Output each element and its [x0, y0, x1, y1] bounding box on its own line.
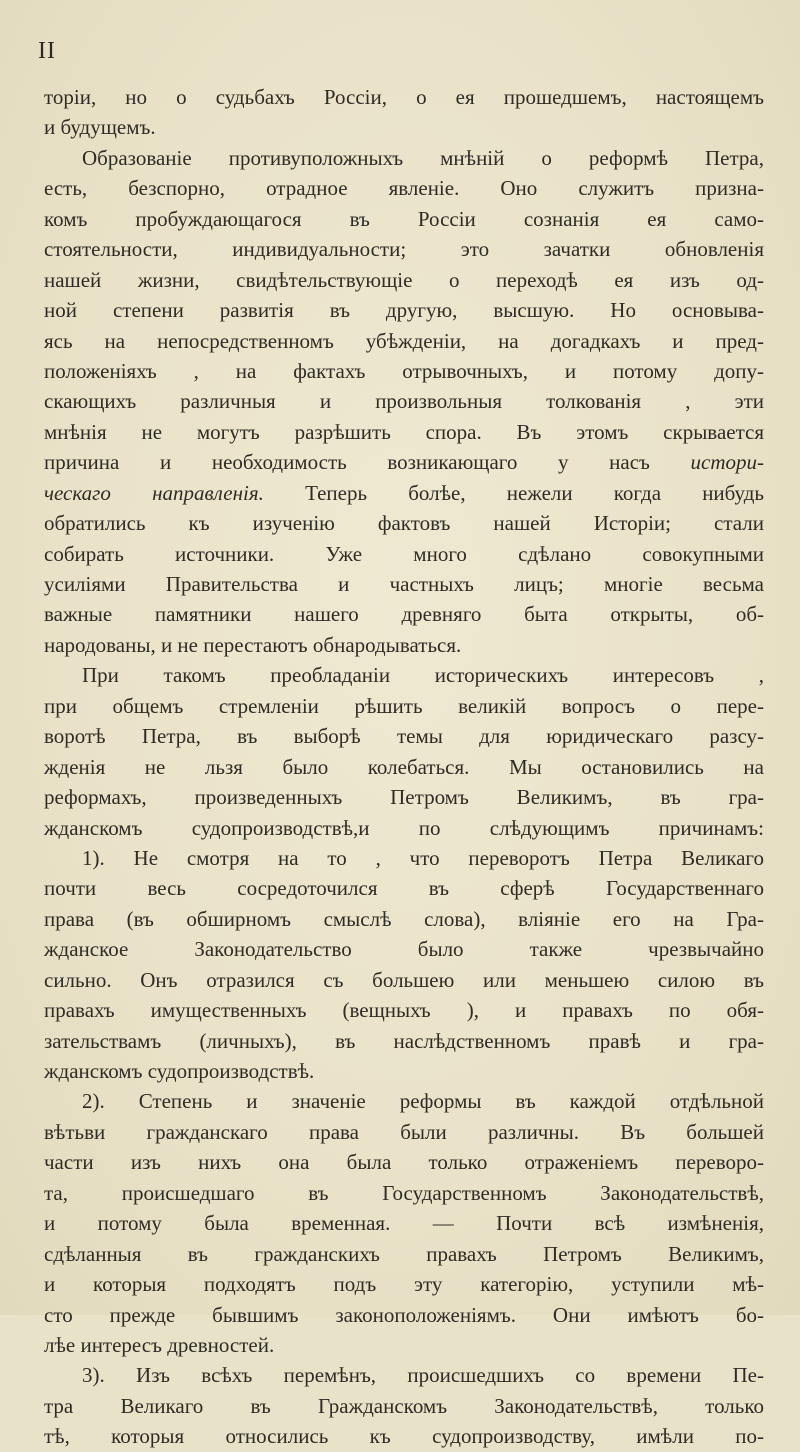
text-line: сто прежде бывшимъ законоположеніямъ. Они имѣютъ бо-	[44, 1302, 764, 1327]
text-line: важные памятники нашего древняго быта открыты, об-	[44, 602, 764, 627]
text-line: жданскомъ судопроизводствѣ,и по слѣдующимъ причинамъ:	[44, 815, 764, 840]
text-line: жданское Законодательство было также чрезвычайно	[44, 937, 764, 962]
text-line: мнѣнія не могутъ разрѣшить спора. Въ этомъ скрывается	[44, 419, 764, 444]
text-line: зательствамъ (личныхъ), въ наслѣдственномъ правѣ и гра-	[44, 1028, 764, 1053]
text-line: скающихъ различныя и произвольныя толкованія , эти	[44, 389, 764, 414]
text-line: 1). Не смотря на то , что переворотъ Петра Великаго	[82, 845, 764, 870]
text-line: части изъ нихъ она была только отраженіемъ переворо-	[44, 1150, 764, 1175]
text-line: торіи, но о судьбахъ Россіи, о ея прошедшемъ, настоящемъ	[44, 85, 764, 109]
text-line: При такомъ преобладаніи историческихъ интересовъ ,	[82, 663, 764, 688]
text-line: и потому была временная. — Почти всѣ измѣненія,	[44, 1211, 764, 1236]
text-line: положеніяхъ , на фактахъ отрывочныхъ, и потому допу-	[44, 358, 764, 383]
text-line: сильно. Онъ отразился съ большею или меньшею силою въ	[44, 967, 764, 992]
text-line: сдѣланныя въ гражданскихъ правахъ Петромъ Великимъ,	[44, 1241, 764, 1266]
text-line: 3). Изъ всѣхъ перемѣнъ, происшедшихъ со времени Пе-	[82, 1363, 764, 1388]
text-line: и будущемъ.	[44, 115, 156, 140]
text-line: 2). Степень и значеніе реформы въ каждой отдѣльной	[82, 1089, 764, 1114]
text-line: права (въ обширномъ смыслѣ слова), вліяніе его на Гра-	[44, 906, 764, 931]
text-line: ной степени развитія въ другую, высшую. Но основыва-	[44, 298, 764, 323]
text-line: комъ пробуждающагося въ Россіи сознанія ея само-	[44, 206, 764, 231]
body-text	[44, 82, 764, 1452]
text-line: тра Великаго въ Гражданскомъ Законодательствѣ, только	[44, 1393, 764, 1418]
text-line: ческаго направленія. Теперь болѣе, нежели когда нибудь	[44, 480, 764, 505]
text-line: реформахъ, произведенныхъ Петромъ Великимъ, въ гра-	[44, 785, 764, 810]
text-line: Образованіе противуположныхъ мнѣній о реформѣ Петра,	[82, 145, 764, 170]
text-line: нашей жизни, свидѣтельствующіе о переходѣ ея изъ од-	[44, 267, 764, 292]
text-line: жданскомъ судопроизводствѣ.	[44, 1059, 315, 1083]
text-line: причина и необходимость возникающаго у насъ истори-	[44, 450, 764, 475]
text-line: та, происшедшаго въ Государственномъ Законодательствѣ,	[44, 1180, 764, 1205]
text-line: обратились къ изученію фактовъ нашей Исторіи; стали	[44, 511, 764, 536]
text-line: жденія не льзя было колебаться. Мы остановились на	[44, 754, 764, 779]
text-line: усиліями Правительства и частныхъ лицъ; многіе весьма	[44, 572, 764, 596]
text-line: стоятельности, индивидуальности; это зачатки обновленія	[44, 237, 764, 262]
text-line: воротѣ Петра, въ выборѣ темы для юридическаго разсу-	[44, 724, 764, 749]
text-line: лѣе интересъ древностей.	[44, 1332, 275, 1357]
text-line: тѣ, которыя относились къ судопроизводству, имѣли по-	[44, 1424, 764, 1449]
text-line: ясь на непосредственномъ убѣжденіи, на догадкахъ и пред-	[44, 328, 764, 353]
text-line: правахъ имущественныхъ (вещныхъ ), и правахъ по обя-	[44, 998, 764, 1023]
page-number: II	[38, 38, 56, 64]
text-line: вѣтьви гражданскаго права были различны. Въ большей	[44, 1119, 764, 1144]
text-line: собирать источники. Уже много сдѣлано совокупными	[44, 541, 764, 566]
text-line: и которыя подходятъ подъ эту категорію, уступили мѣ-	[44, 1272, 764, 1297]
text-line: народованы, и не перестаютъ обнародываться.	[44, 632, 462, 657]
text-line: есть, безспорно, отрадное явленіе. Оно служитъ призна-	[44, 176, 764, 201]
text-line: почти весь сосредоточился въ сферѣ Государственнаго	[44, 876, 764, 901]
text-line: при общемъ стремленіи рѣшить великій вопросъ о пере-	[44, 693, 764, 718]
